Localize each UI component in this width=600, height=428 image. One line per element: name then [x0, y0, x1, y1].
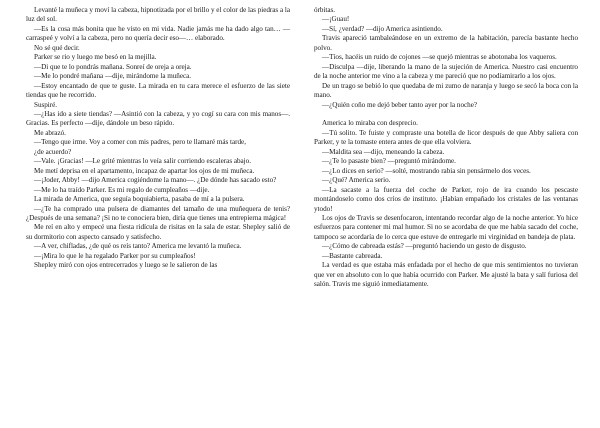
right-page: [300, 6, 600, 428]
paragraph: America lo miraba con desprecio.: [322, 119, 418, 128]
paragraph: Travis apareció tambaleándose en un extremo de la habitación, parecía bastante hecho polvo.: [314, 34, 578, 52]
paragraph: —Es la cosa más bonita que he visto en mi vida. Nadie jamás me ha dado algo tan… —carraspeé y volví a la cabeza, pero no quería decir eso—… elaborado.: [26, 24, 290, 43]
paragraph: Los ojos de Travis se desenfocaron, intentando recordar algo de la noche anterior. Yo hice esfuerzos para contener mi mal humor. Si no se acordaba de que me había sacado del coche, tampoco se acordaría de lo cerca que estuve de entregarle mi virginidad en bandeja de plata.: [314, 213, 578, 241]
left-page: [0, 6, 300, 428]
paragraph: —Bastante cabreada.: [322, 251, 383, 260]
paragraph: Me reí en alto y empecé una fiesta ridícula de risitas en la sala de estar. Shepley salió de su dormitorio con aspecto cansado y satisfecho.: [26, 223, 290, 241]
paragraph: —Di que te lo pondrás mañana. Sonreí de oreja a oreja.: [34, 62, 192, 71]
paragraph: —Tú solito. Te fuiste y compraste una botella de licor después de que Abby saliera con Parker, y te la tomaste entera antes de que ella volviera.: [314, 128, 578, 147]
paragraph: —¿Lo dices en serio? —solté, mostrando rabia sin pensármelo dos veces.: [322, 166, 531, 175]
paragraph: —Tengo que irme. Voy a comer con mis padres, pero te llamaré más tarde,: [34, 138, 246, 147]
paragraph: ¿de acuerdo?: [34, 147, 72, 156]
paragraph: La mirada de America, que seguía boquiabierta, pasaba de mí a la pulsera.: [34, 195, 245, 204]
paragraph: —Sí, ¿verdad? —dijo America asintiendo.: [322, 24, 443, 33]
paragraph: —Me lo ha traído Parker. Es mi regalo de cumpleaños —dije.: [34, 185, 210, 194]
paragraph: Parker se rio y luego me besó en la mejilla.: [34, 53, 157, 62]
paragraph: —Maldita sea —dijo, meneando la cabeza.: [322, 147, 445, 156]
paragraph: —¡Guau!: [322, 15, 350, 24]
paragraph: De un trago se bebió lo que quedaba de mi zumo de naranja y luego se secó la boca con la mano.: [314, 81, 578, 100]
paragraph: —Me lo pondré mañana —dije, mirándome la muñeca.: [34, 72, 192, 81]
paragraph: —¿Qué? America serio.: [322, 176, 391, 185]
paragraph: —La sacaste a la fuerza del coche de Parker, rojo de ira cuando los pescaste montándoselo como dos críos de instituto. ¡Habían empañado los cristales de las ventanas ytodo!: [314, 185, 578, 213]
paragraph: —¡Joder, Abby! —dijo America cogiéndome la mano—. ¿De dónde has sacado esto?: [34, 176, 277, 185]
paragraph: No sé qué decir.: [34, 43, 80, 52]
paragraph: —A ver, chifladas, ¿de qué os reís tanto? America me levantó la muñeca.: [34, 242, 242, 251]
paragraph: Levanté la muñeca y moví la cabeza, hipnotizada por el brillo y el color de las piedras a la luz del sol.: [26, 6, 290, 24]
paragraph: —Disculpa —dije, liberando la mano de la sujeción de America. Nuestro casi encuentro de la noche anterior me vino a la cabeza y me pareció que no podíamirarlo a los ojos.: [314, 62, 578, 81]
paragraph: —Vale. ¡Gracias! —Le grité mientras lo veía salir corriendo escaleras abajo.: [34, 157, 251, 166]
paragraph: —¿Has ido a siete tiendas? —Asintió con la cabeza, y yo cogí su cara con mis manos—. Gracias. Es perfecto —dije, dándole un beso rápido.: [26, 109, 290, 128]
paragraph: —Tíos, hacéis un ruido de cojones —se quejó mientras se abotonaba los vaqueros.: [322, 53, 557, 62]
paragraph: —Estoy encantado de que te guste. La mirada en tu cara merece el esfuerzo de las siete tiendas que he recorrido.: [26, 81, 290, 100]
paragraph: —¿Quién coño me dejó beber tanto ayer por la noche?: [322, 100, 478, 109]
paragraph: Me abrazó.: [34, 128, 66, 137]
paragraph: Me metí deprisa en el apartamento, incapaz de apartar los ojos de mi muñeca.: [34, 166, 255, 175]
paragraph: Shepley miró con ojos entrecerrados y luego se le salieron de las: [34, 261, 218, 270]
paragraph: —¡Mira lo que le ha regalado Parker por su cumpleaños!: [34, 251, 196, 260]
paragraph: La verdad es que estaba más enfadada por el hecho de que mis sentimientos no tuvieran que ver en absoluto con lo que había ocurrido con Parker. Me ajusté la bata y salí furiosa del salón. Travis me siguió inmediatamente.: [314, 261, 578, 289]
paragraph: Suspiré.: [34, 100, 58, 109]
paragraph: —¿Te ha comprado una pulsera de diamantes del tamaño de una muñequera de tenis? ¿Después de una semana? ¡Si no te conociera bien, diría que tienes una entrepierna mágica!: [26, 204, 290, 222]
paragraph: —¿Te lo pasaste bien? —preguntó mirándome.: [322, 157, 456, 166]
paragraph: órbitas.: [314, 6, 336, 14]
paragraph: —¿Cómo de cabreada estás? —preguntó haciendo un gesto de disgusto.: [322, 242, 527, 251]
